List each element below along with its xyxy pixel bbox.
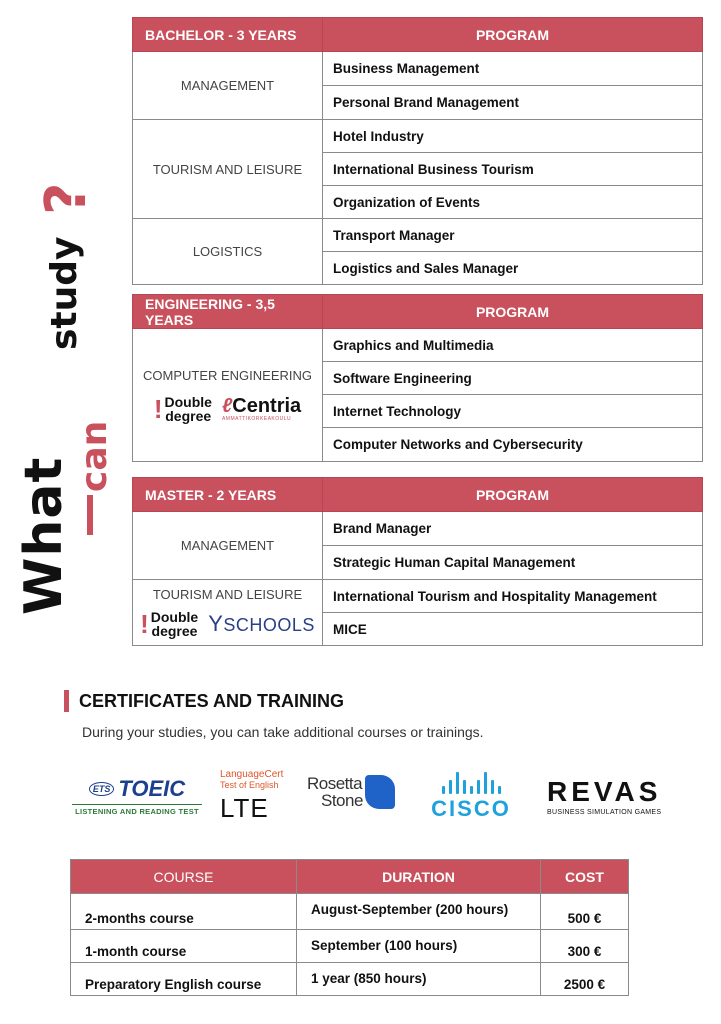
revas-logo: REVAS BUSINESS SIMULATION GAMES [547, 776, 662, 816]
engineering-table [132, 294, 703, 462]
cisco-logo: CISCO [430, 772, 512, 822]
exclamation-icon: ! [140, 609, 149, 639]
course-cost: 300 € [541, 930, 629, 963]
duration-header: DURATION [297, 860, 541, 894]
program-cell: Computer Networks and Cybersecurity [323, 428, 703, 462]
master-program-header: PROGRAM [323, 478, 703, 512]
program-cell: MICE [323, 613, 703, 646]
category-cell: TOURISM AND LEISURE [133, 120, 323, 219]
program-cell: Personal Brand Management [323, 86, 703, 120]
certificates-title: CERTIFICATES AND TRAINING [79, 690, 344, 711]
category-cell [133, 580, 323, 646]
double-degree-logo: ! Double degree [140, 609, 199, 639]
course-duration: 1 year (850 hours) [297, 963, 541, 996]
centria-logo: ℓCentria AMMATTIKORKEAKOULU [221, 394, 302, 422]
toeic-logo: ETS TOEIC LISTENING AND READING TEST [72, 776, 202, 816]
partner-logos [133, 610, 322, 638]
table-row [71, 963, 629, 996]
program-cell: Transport Manager [323, 219, 703, 252]
partner-logos [133, 395, 322, 423]
bachelor-header: BACHELOR - 3 YEARS [133, 18, 323, 52]
category-cell: MANAGEMENT [133, 512, 323, 580]
master-table [132, 477, 703, 646]
course-name: 1-month course [71, 930, 297, 963]
course-cost: 2500 € [541, 963, 629, 996]
category-cell: LOGISTICS [133, 219, 323, 285]
category-label: COMPUTER ENGINEERING [142, 367, 312, 383]
course-header: COURSE [71, 860, 297, 894]
vertical-title [14, 130, 124, 630]
rosetta-stone-icon [365, 775, 395, 809]
course-duration: September (100 hours) [297, 930, 541, 963]
program-cell: International Business Tourism [323, 153, 703, 186]
heading-accent-bar [64, 690, 69, 712]
program-cell: International Tourism and Hospitality Management [323, 580, 703, 613]
bachelor-program-header: PROGRAM [323, 18, 703, 52]
title-study: study [44, 236, 85, 350]
rosetta-stone-logo: Rosetta Stone [307, 775, 395, 809]
course-name: Preparatory English course [71, 963, 297, 996]
category-cell [133, 329, 323, 462]
program-cell: Software Engineering [323, 362, 703, 395]
cost-header: COST [541, 860, 629, 894]
bachelor-table [132, 17, 703, 285]
title-question-mark: ? [34, 182, 99, 215]
cisco-bars-icon [430, 772, 512, 794]
category-label: TOURISM AND LEISURE [152, 587, 303, 602]
program-cell: Logistics and Sales Manager [323, 252, 703, 285]
exclamation-icon: ! [153, 393, 163, 424]
certificates-description: During your studies, you can take additional courses or trainings. [82, 724, 484, 740]
yschools-logo: YSCHOOLS [208, 611, 315, 636]
certificates-heading [64, 690, 344, 712]
master-header: MASTER - 2 YEARS [133, 478, 323, 512]
category-cell: MANAGEMENT [133, 52, 323, 120]
engineering-header: ENGINEERING - 3,5 YEARS [133, 295, 323, 329]
program-cell: Hotel Industry [323, 120, 703, 153]
course-duration: August-September (200 hours) [297, 894, 541, 930]
title-what: What [14, 456, 74, 615]
engineering-program-header: PROGRAM [323, 295, 703, 329]
course-name: 2-months course [71, 894, 297, 930]
table-row [71, 894, 629, 930]
languagecert-logo: LanguageCert Test of English LTE [220, 769, 284, 823]
program-cell: Graphics and Multimedia [323, 329, 703, 362]
title-can: can [74, 420, 115, 492]
program-cell: Business Management [323, 52, 703, 86]
program-cell: Internet Technology [323, 395, 703, 428]
course-table [70, 859, 629, 996]
title-i [87, 495, 93, 535]
table-row [71, 930, 629, 963]
course-cost: 500 € [541, 894, 629, 930]
program-cell: Strategic Human Capital Management [323, 546, 703, 580]
program-cell: Organization of Events [323, 186, 703, 219]
program-cell: Brand Manager [323, 512, 703, 546]
double-degree-logo: ! Double degree [153, 393, 212, 424]
